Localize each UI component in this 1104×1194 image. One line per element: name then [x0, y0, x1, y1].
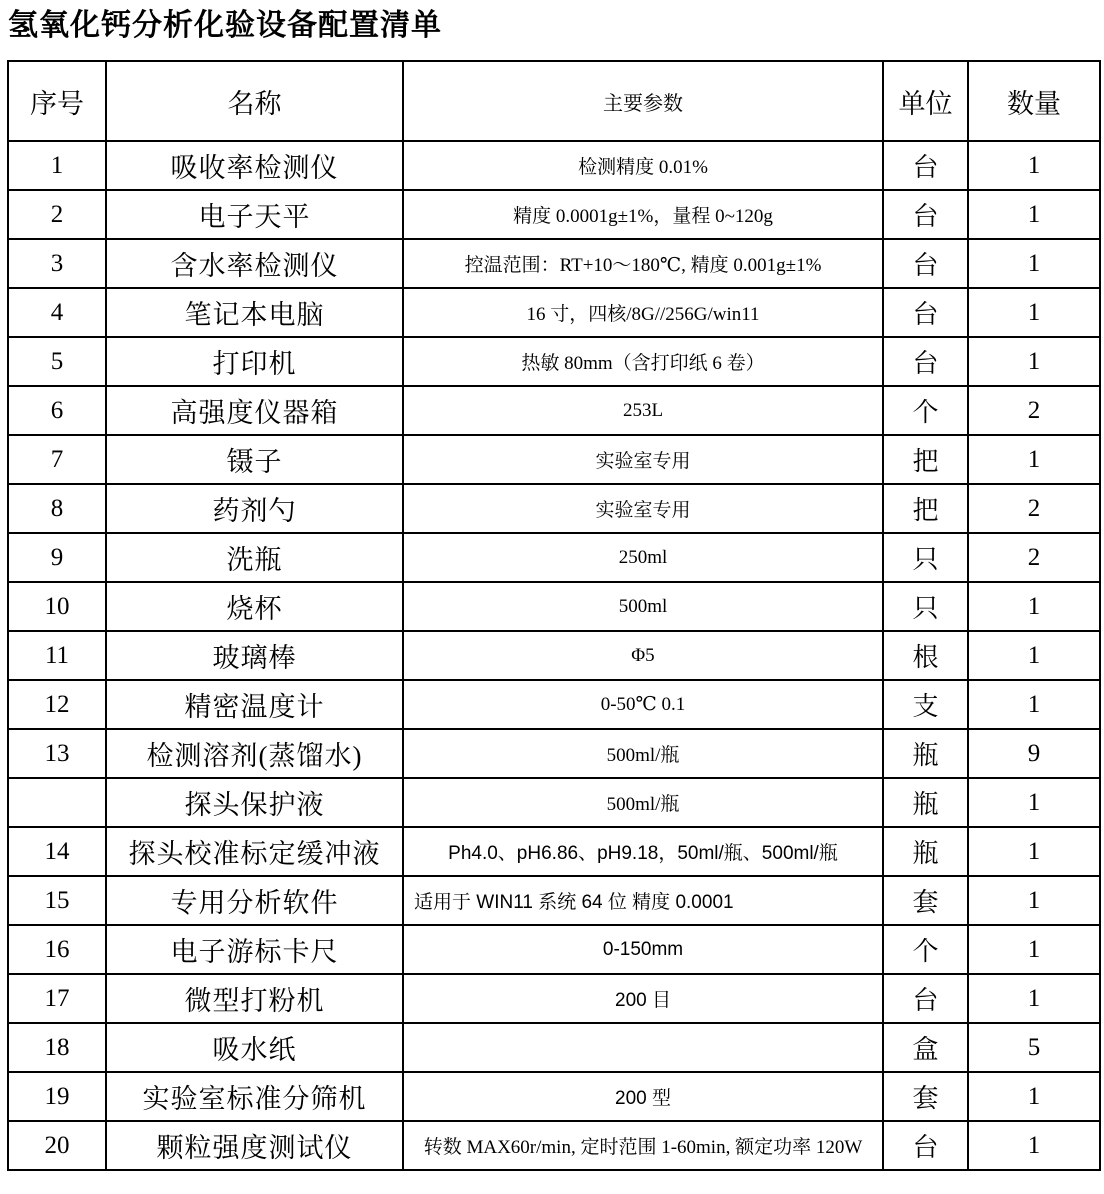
cell-qty: 1 [968, 827, 1100, 876]
cell-no: 10 [8, 582, 106, 631]
cell-unit: 个 [883, 925, 968, 974]
cell-params: 实验室专用 [403, 435, 883, 484]
cell-name: 微型打粉机 [106, 974, 403, 1023]
cell-unit: 瓶 [883, 778, 968, 827]
cell-qty: 2 [968, 386, 1100, 435]
table-row [8, 533, 1100, 582]
cell-params: 检测精度 0.01% [403, 141, 883, 190]
table-row [8, 827, 1100, 876]
cell-params: 控温范围：RT+10～180℃, 精度 0.001g±1% [403, 239, 883, 288]
table-row [8, 876, 1100, 925]
table-row [8, 141, 1100, 190]
cell-params: 精度 0.0001g±1%，量程 0~120g [403, 190, 883, 239]
cell-name: 高强度仪器箱 [106, 386, 403, 435]
table-row [8, 729, 1100, 778]
cell-name: 含水率检测仪 [106, 239, 403, 288]
cell-params: 200 型 [403, 1072, 883, 1121]
cell-no: 13 [8, 729, 106, 778]
table-row [8, 631, 1100, 680]
column-header-qty: 数量 [968, 61, 1100, 141]
cell-unit: 台 [883, 190, 968, 239]
table-row [8, 778, 1100, 827]
cell-qty: 5 [968, 1023, 1100, 1072]
cell-params: 200 目 [403, 974, 883, 1023]
cell-unit: 只 [883, 582, 968, 631]
column-header-no: 序号 [8, 61, 106, 141]
cell-name: 颗粒强度测试仪 [106, 1121, 403, 1170]
cell-no: 12 [8, 680, 106, 729]
cell-no: 1 [8, 141, 106, 190]
cell-unit: 台 [883, 239, 968, 288]
cell-params: 16 寸，四核/8G//256G/win11 [403, 288, 883, 337]
cell-unit: 台 [883, 1121, 968, 1170]
column-header-name: 名称 [106, 61, 403, 141]
column-header-params: 主要参数 [403, 61, 883, 141]
cell-unit: 根 [883, 631, 968, 680]
cell-name: 药剂勺 [106, 484, 403, 533]
cell-params [403, 1023, 883, 1072]
cell-no: 15 [8, 876, 106, 925]
cell-name: 实验室标准分筛机 [106, 1072, 403, 1121]
cell-name: 洗瓶 [106, 533, 403, 582]
column-header-unit: 单位 [883, 61, 968, 141]
cell-params: Ph4.0、pH6.86、pH9.18，50ml/瓶、500ml/瓶 [403, 827, 883, 876]
cell-params: 500ml/瓶 [403, 778, 883, 827]
cell-no: 2 [8, 190, 106, 239]
cell-params: 实验室专用 [403, 484, 883, 533]
cell-qty: 1 [968, 925, 1100, 974]
cell-params: 0-150mm [403, 925, 883, 974]
cell-unit: 支 [883, 680, 968, 729]
cell-params: 253L [403, 386, 883, 435]
cell-params: Φ5 [403, 631, 883, 680]
equipment-table [7, 60, 1101, 1171]
table-row [8, 1072, 1100, 1121]
cell-qty: 1 [968, 680, 1100, 729]
cell-unit: 把 [883, 435, 968, 484]
page-title: 氢氧化钙分析化验设备配置清单 [8, 9, 442, 42]
table-row [8, 925, 1100, 974]
cell-no: 9 [8, 533, 106, 582]
table-row [8, 1121, 1100, 1170]
cell-params: 500ml [403, 582, 883, 631]
cell-unit: 套 [883, 1072, 968, 1121]
cell-name: 烧杯 [106, 582, 403, 631]
table-row [8, 582, 1100, 631]
cell-name: 探头保护液 [106, 778, 403, 827]
cell-qty: 2 [968, 484, 1100, 533]
cell-qty: 1 [968, 239, 1100, 288]
cell-no: 11 [8, 631, 106, 680]
cell-no: 14 [8, 827, 106, 876]
table-row [8, 974, 1100, 1023]
cell-qty: 9 [968, 729, 1100, 778]
table-row [8, 288, 1100, 337]
table-row [8, 680, 1100, 729]
cell-qty: 1 [968, 876, 1100, 925]
cell-name: 检测溶剂(蒸馏水) [106, 729, 403, 778]
cell-no: 18 [8, 1023, 106, 1072]
table-body [8, 141, 1100, 1170]
cell-name: 镊子 [106, 435, 403, 484]
cell-name: 电子天平 [106, 190, 403, 239]
cell-qty: 1 [968, 631, 1100, 680]
cell-qty: 1 [968, 974, 1100, 1023]
table-row [8, 1023, 1100, 1072]
cell-params: 转数 MAX60r/min, 定时范围 1-60min, 额定功率 120W [403, 1121, 883, 1170]
cell-unit: 把 [883, 484, 968, 533]
cell-unit: 台 [883, 288, 968, 337]
cell-name: 吸收率检测仪 [106, 141, 403, 190]
cell-qty: 1 [968, 435, 1100, 484]
cell-no: 8 [8, 484, 106, 533]
cell-qty: 1 [968, 778, 1100, 827]
cell-params: 500ml/瓶 [403, 729, 883, 778]
cell-unit: 只 [883, 533, 968, 582]
cell-qty: 1 [968, 288, 1100, 337]
cell-name: 玻璃棒 [106, 631, 403, 680]
cell-name: 吸水纸 [106, 1023, 403, 1072]
cell-name: 打印机 [106, 337, 403, 386]
cell-qty: 2 [968, 533, 1100, 582]
cell-unit: 瓶 [883, 729, 968, 778]
table-row [8, 386, 1100, 435]
cell-no [8, 778, 106, 827]
cell-unit: 个 [883, 386, 968, 435]
cell-unit: 瓶 [883, 827, 968, 876]
table-row [8, 190, 1100, 239]
cell-no: 4 [8, 288, 106, 337]
cell-no: 17 [8, 974, 106, 1023]
cell-name: 电子游标卡尺 [106, 925, 403, 974]
table-row [8, 484, 1100, 533]
cell-unit: 套 [883, 876, 968, 925]
cell-qty: 1 [968, 1121, 1100, 1170]
table-header-row [8, 61, 1100, 141]
cell-unit: 台 [883, 974, 968, 1023]
table-row [8, 337, 1100, 386]
cell-no: 6 [8, 386, 106, 435]
cell-unit: 盒 [883, 1023, 968, 1072]
cell-qty: 1 [968, 141, 1100, 190]
cell-name: 专用分析软件 [106, 876, 403, 925]
cell-no: 19 [8, 1072, 106, 1121]
table-row [8, 239, 1100, 288]
cell-no: 7 [8, 435, 106, 484]
cell-params: 250ml [403, 533, 883, 582]
cell-no: 5 [8, 337, 106, 386]
cell-params: 适用于 WIN11 系统 64 位 精度 0.0001 [403, 876, 883, 925]
cell-no: 20 [8, 1121, 106, 1170]
cell-qty: 1 [968, 582, 1100, 631]
cell-no: 16 [8, 925, 106, 974]
cell-name: 探头校准标定缓冲液 [106, 827, 403, 876]
table-row [8, 435, 1100, 484]
cell-qty: 1 [968, 1072, 1100, 1121]
cell-qty: 1 [968, 337, 1100, 386]
cell-unit: 台 [883, 337, 968, 386]
cell-params: 热敏 80mm（含打印纸 6 卷） [403, 337, 883, 386]
cell-name: 笔记本电脑 [106, 288, 403, 337]
cell-no: 3 [8, 239, 106, 288]
cell-name: 精密温度计 [106, 680, 403, 729]
cell-params: 0-50℃ 0.1 [403, 680, 883, 729]
cell-qty: 1 [968, 190, 1100, 239]
cell-unit: 台 [883, 141, 968, 190]
